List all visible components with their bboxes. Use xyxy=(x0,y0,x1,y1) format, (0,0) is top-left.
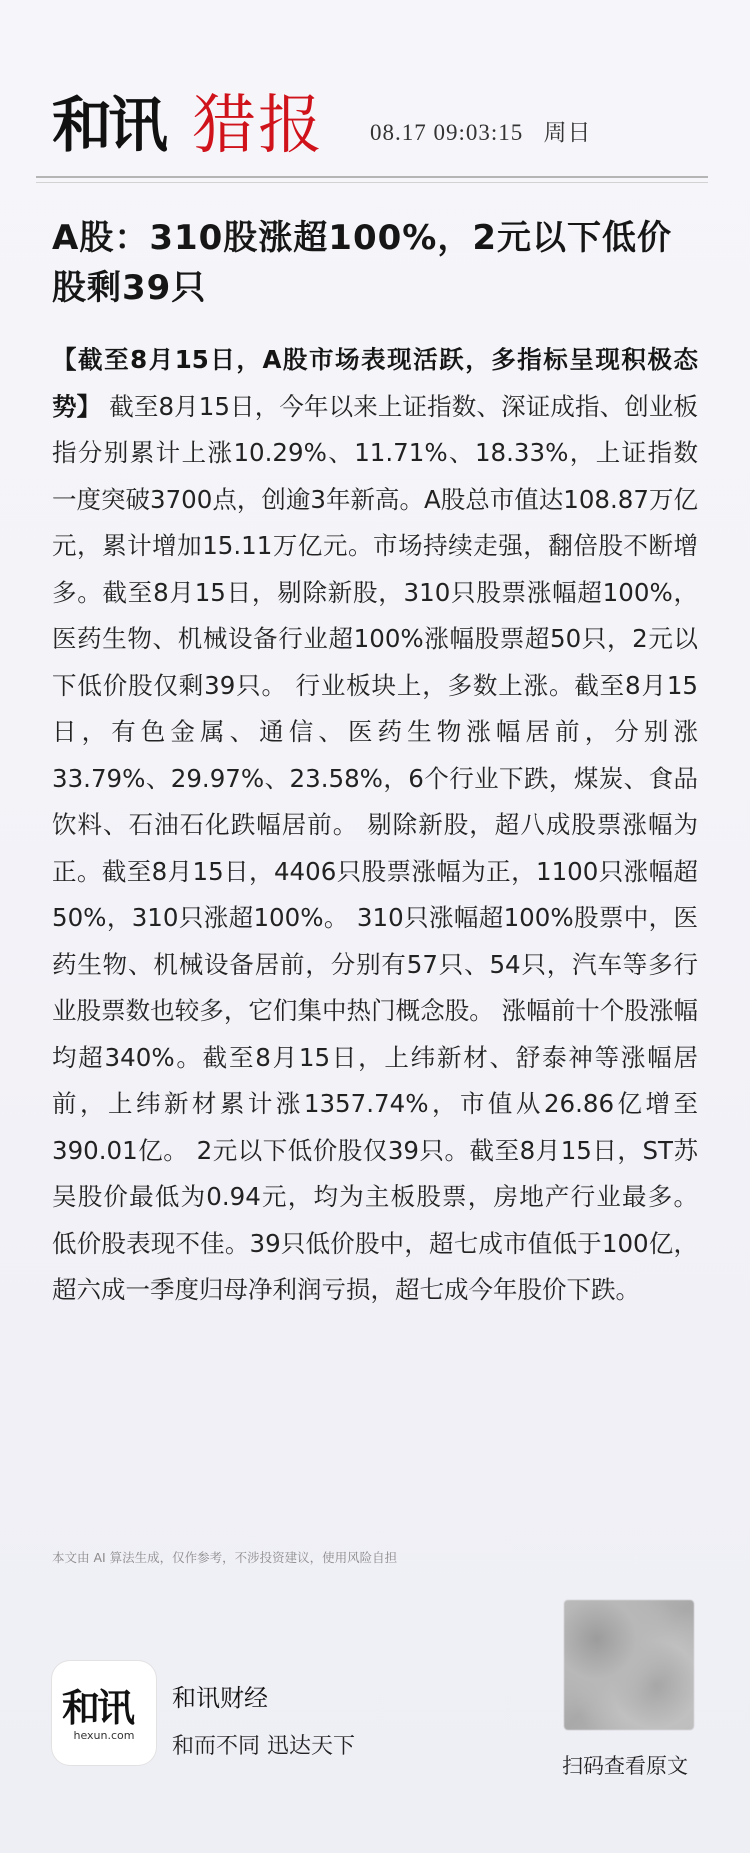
weekday: 周日 xyxy=(543,120,592,145)
article-text: 截至8月15日，今年以来上证指数、深证成指、创业板指分别累计上涨10.29%、11.71%、18.33%，上证指数一度突破3700点，创逾3年新高。A股总市值达108.87万亿元，累计增加15.11万亿元。市场持续走强，翻倍股不断增多。截至8月15日，剔除新股，310只股票涨幅超100%，医药生物、机械设备行业超100%涨幅股票超50只，2元以下低价股仅剩39只。 行业板块上，多数上涨。截至8月15日，有色金属、通信、医药生物涨幅居前，分别涨33.79%、29.97%、23.58%，6个行业下跌，煤炭、食品饮料、石油石化跌幅居前。 剔除新股，超八成股票涨幅为正。截至8月15日，4406只股票涨幅为正，1100只涨幅超50%，310只涨超100%。 310只涨幅超100%股票中，医药生物、机械设备居前，分别有57只、54只，汽车等多行业股票数也较多，它们集中热门概念股。 涨幅前十个股涨幅均超340%。截至8月15日，上纬新材、舒泰神等涨幅居前，上纬新材累计涨1357.74%，市值从26.86亿增至390.01亿。 2元以下低价股仅39只。截至8月15日，ST苏吴股价最低为0.94元，均为主板股票，房地产行业最多。 低价股表现不佳。39只低价股中，超七成市值低于100亿，超六成一季度归母净利润亏损，超七成今年股价下跌。 xyxy=(52,391,698,1304)
brand-slogan: 和而不同 迅达天下 xyxy=(172,1734,355,1759)
article-body xyxy=(52,337,698,1314)
article-lead: 【截至8月15日，A股市场表现活跃，多指标呈现积极态势】 xyxy=(52,345,698,421)
header-divider-thin xyxy=(36,182,708,183)
header xyxy=(52,72,702,163)
brand-name: 和讯财经 xyxy=(172,1684,268,1712)
hexun-app-logo xyxy=(52,1661,156,1765)
hexun-logo: 和讯 xyxy=(52,91,164,161)
footer-logo-text: 和讯 xyxy=(62,1686,133,1730)
publish-datetime: 08.17 09:03:15 周日 xyxy=(370,120,592,145)
lie-bao-logo: 猎报 xyxy=(192,89,324,163)
header-divider xyxy=(36,176,708,178)
qr-label: 扫码查看原文 xyxy=(562,1754,688,1778)
qr-code[interactable] xyxy=(564,1600,694,1730)
footer-logo-url: hexun.com xyxy=(73,1729,135,1742)
ai-disclaimer: 本文由 AI 算法生成，仅作参考，不涉投资建议，使用风险自担 xyxy=(52,1550,398,1565)
article-title: A股：310股涨超100%，2元以下低价股剩39只 xyxy=(52,218,672,308)
